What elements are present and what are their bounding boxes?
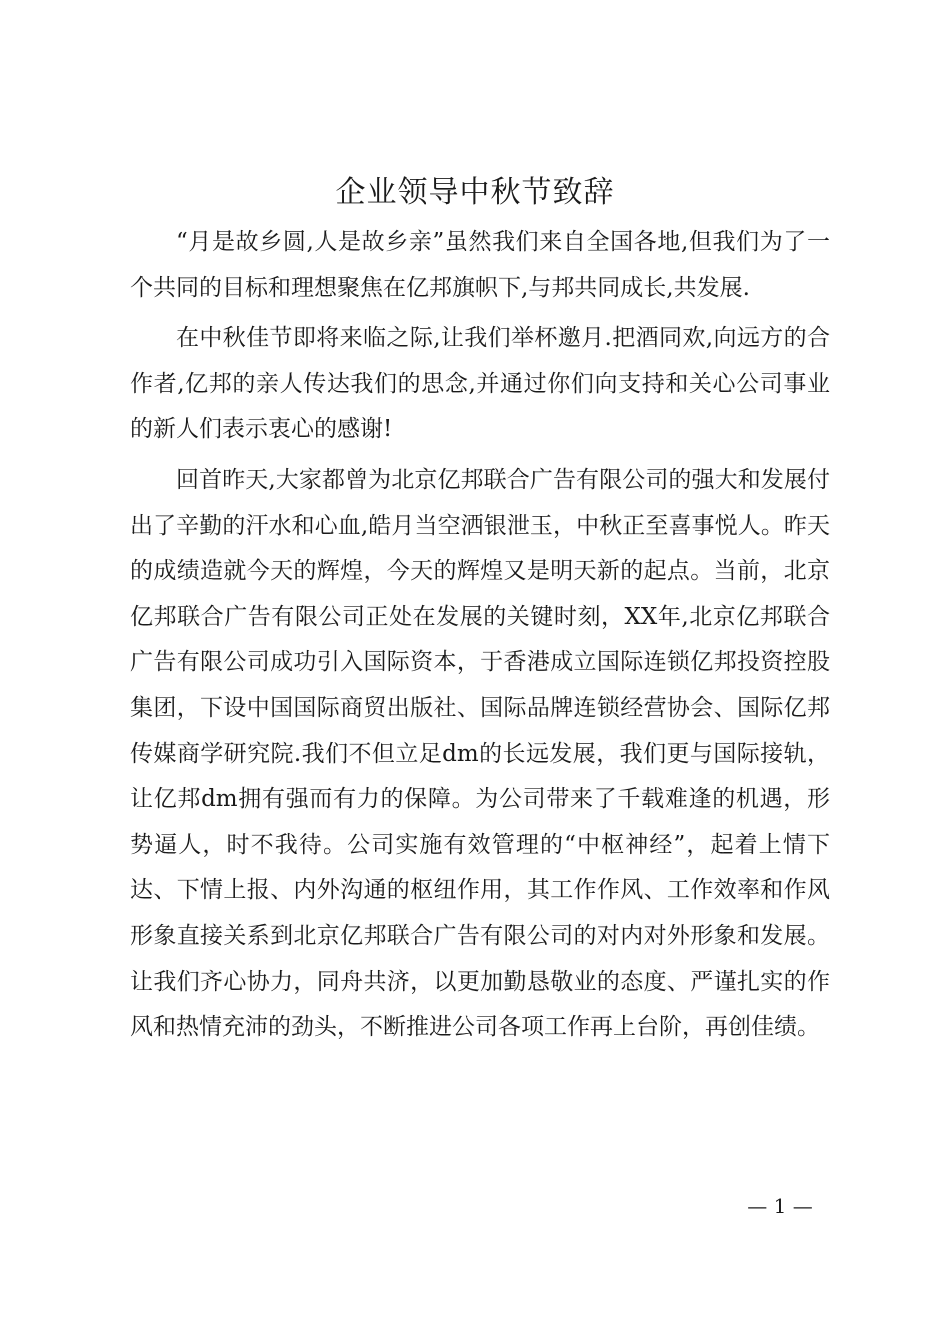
page-number: — 1 —: [747, 1194, 813, 1218]
paragraph-2: 在中秋佳节即将来临之际,让我们举杯邀月.把酒同欢,向远方的合作者,亿邦的亲人传达我们的思念,并通过你们向支持和关心公司事业的新人们表示衷心的感谢!: [130, 325, 830, 443]
paragraph-1: “月是故乡圆,人是故乡亲”虽然我们来自全国各地,但我们为了一个共同的目标和理想聚焦在亿邦旗帜下,与邦共同成长,共发展.: [130, 229, 830, 301]
document-body: [130, 220, 830, 1051]
paragraph-3: 回首昨天,大家都曾为北京亿邦联合广告有限公司的强大和发展付出了辛勤的汗水和心血,皓月当空洒银泄玉，中秋正至喜事悦人。昨天的成绩造就今天的辉煌，今天的辉煌又是明天新的起点。当前，北京亿邦联合广告有限公司正处在发展的关键时刻，XX年,北京亿邦联合广告有限公司成功引入国际资本，于香港成立国际连锁亿邦投资控股集团，下设中国国际商贸出版社、国际品牌连锁经营协会、国际亿邦传媒商学研究院.我们不但立足dm的长远发展，我们更与国际接轨，让亿邦dm拥有强而有力的保障。为公司带来了千载难逢的机遇，形势逼人，时不我待。公司实施有效管理的“中枢神经”，起着上情下达、下情上报、内外沟通的枢纽作用，其工作作风、工作效率和作风形象直接关系到北京亿邦联合广告有限公司的对内对外形象和发展。让我们齐心协力，同舟共济，以更加勤恳敬业的态度、严谨扎实的作风和热情充沛的劲头，不断推进公司各项工作再上台阶，再创佳绩。: [130, 466, 830, 1041]
document-title: 企业领导中秋节致辞: [335, 175, 615, 210]
